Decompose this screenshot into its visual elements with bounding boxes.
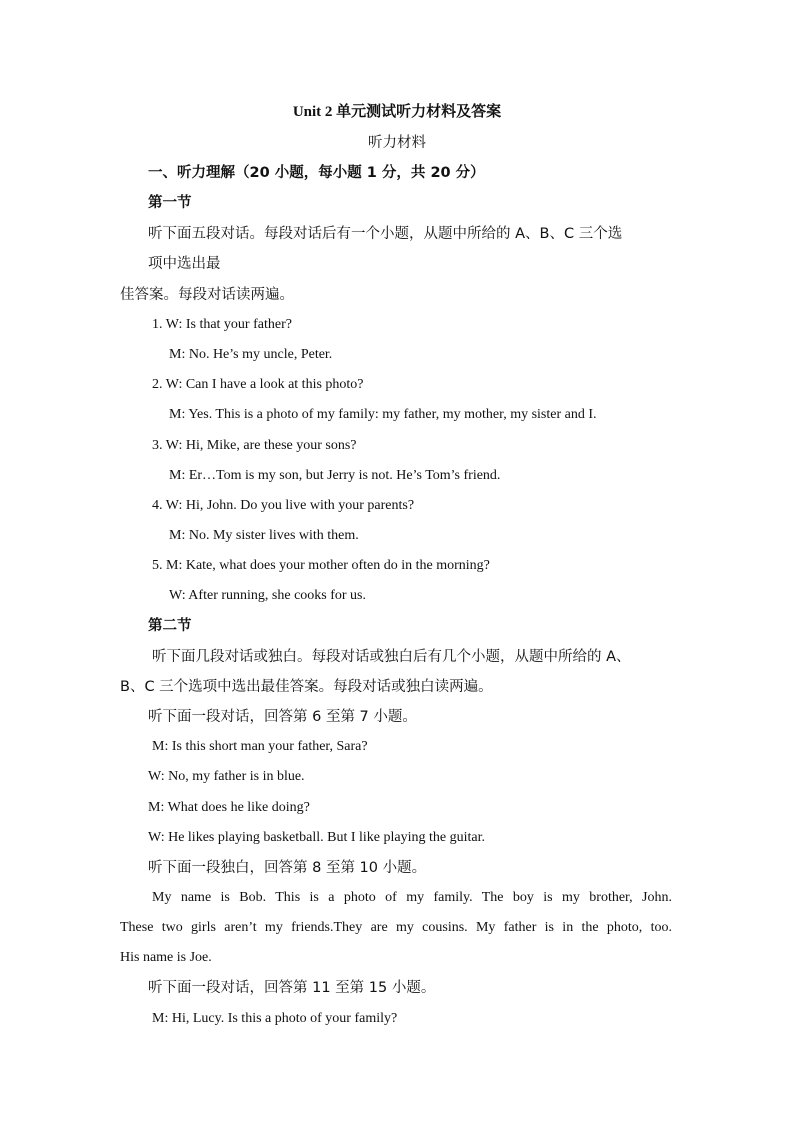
conversation-1-line-3: M: What does he like doing? bbox=[148, 800, 310, 815]
section1-heading: 第一节 bbox=[148, 195, 192, 211]
page-subtitle: 听力材料 bbox=[368, 135, 426, 151]
section1-instruction-1: 听下面五段对话。每段对话后有一个小题，从题中所给的 A、B、C 三个选 bbox=[148, 226, 623, 242]
section1-instruction-3: 佳答案。每段对话读两遍。 bbox=[120, 287, 294, 303]
monologue-cue: 听下面一段独白，回答第 8 至第 10 小题。 bbox=[148, 860, 427, 876]
conversation-1-cue: 听下面一段对话，回答第 6 至第 7 小题。 bbox=[148, 709, 417, 725]
monologue-line-2: These two girls aren’t my friends.They are my cousins. My father is in the photo, too. bbox=[120, 920, 672, 935]
dialogue-3-answer: M: Er…Tom is my son, but Jerry is not. He’s Tom’s friend. bbox=[169, 468, 501, 483]
conversation-1-line-2: W: No, my father is in blue. bbox=[148, 769, 305, 784]
dialogue-2-question: 2. W: Can I have a look at this photo? bbox=[152, 377, 364, 392]
page-title: Unit 2 单元测试听力材料及答案 bbox=[292, 104, 502, 120]
conversation-3-line-1: M: Hi, Lucy. Is this a photo of your family? bbox=[152, 1011, 398, 1026]
dialogue-4-answer: M: No. My sister lives with them. bbox=[169, 528, 359, 543]
section2-instruction-2: B、C 三个选项中选出最佳答案。每段对话或独白读两遍。 bbox=[120, 679, 493, 695]
section2-instruction-1: 听下面几段对话或独白。每段对话或独白后有几个小题，从题中所给的 A、 bbox=[152, 649, 631, 665]
dialogue-2-answer: M: Yes. This is a photo of my family: my father, my mother, my sister and I. bbox=[169, 407, 597, 422]
conversation-3-cue: 听下面一段对话，回答第 11 至第 15 小题。 bbox=[148, 980, 436, 996]
dialogue-4-question: 4. W: Hi, John. Do you live with your parents? bbox=[152, 498, 415, 513]
section1-instruction-2: 项中选出最 bbox=[148, 256, 221, 272]
conversation-1-line-1: M: Is this short man your father, Sara? bbox=[152, 739, 368, 754]
dialogue-5-answer: W: After running, she cooks for us. bbox=[169, 588, 366, 603]
dialogue-5-question: 5. M: Kate, what does your mother often do in the morning? bbox=[152, 558, 490, 573]
dialogue-1-question: 1. W: Is that your father? bbox=[152, 317, 292, 332]
dialogue-1-answer: M: No. He’s my uncle, Peter. bbox=[169, 347, 333, 362]
monologue-line-3: His name is Joe. bbox=[120, 950, 212, 965]
conversation-1-line-4: W: He likes playing basketball. But I like playing the guitar. bbox=[148, 830, 485, 845]
dialogue-3-question: 3. W: Hi, Mike, are these your sons? bbox=[152, 438, 357, 453]
section2-heading: 第二节 bbox=[148, 618, 192, 634]
monologue-line-1: My name is Bob. This is a photo of my family. The boy is my brother, John. bbox=[152, 890, 672, 905]
part1-heading: 一、听力理解（20 小题，每小题 1 分，共 20 分） bbox=[148, 165, 485, 181]
